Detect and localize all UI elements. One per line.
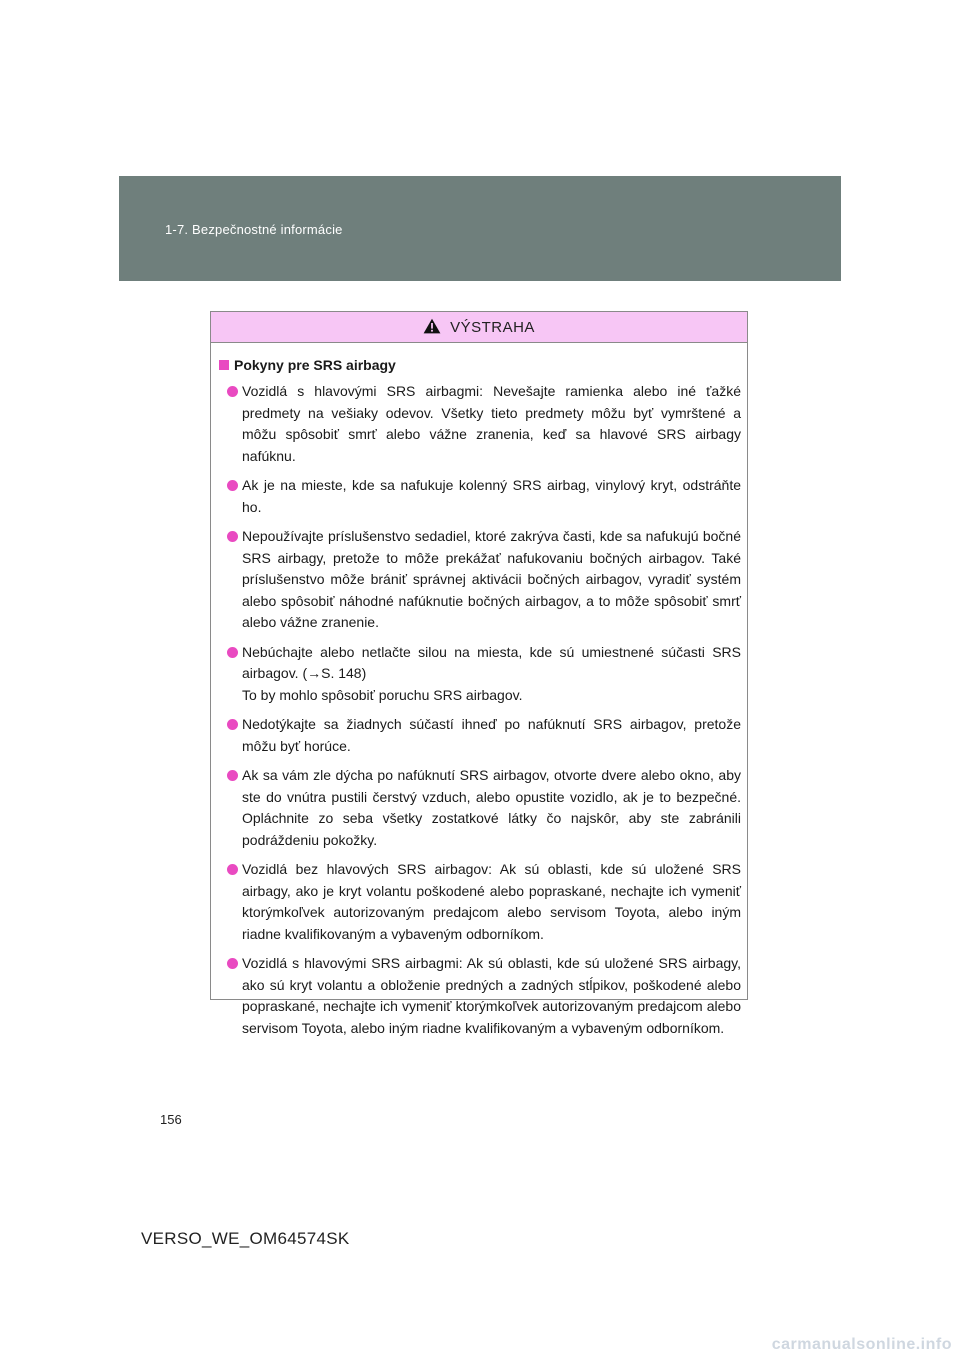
list-item xyxy=(219,381,741,467)
list-item xyxy=(219,714,741,757)
list-item-text: Vozidlá s hlavovými SRS airbagmi: Nevešajte ramienka alebo iné ťažké predmety na vešiaky odevov. Všetky tieto predmety môžu byť vymrštené a môžu spôsobiť smrť alebo vážne zranenia, keď sa hlavové SRS airbagy nafúknu. xyxy=(242,383,741,464)
warning-list xyxy=(219,381,741,1039)
bullet-icon xyxy=(227,386,238,397)
list-item xyxy=(219,475,741,518)
section-title: 1-7. Bezpečnostné informácie xyxy=(165,222,343,237)
bullet-icon xyxy=(227,647,238,658)
bullet-icon xyxy=(227,531,238,542)
bullet-icon xyxy=(227,719,238,730)
document-code: VERSO_WE_OM64574SK xyxy=(141,1229,350,1248)
list-item xyxy=(219,526,741,634)
topic-title: Pokyny pre SRS airbagy xyxy=(234,357,396,373)
list-item xyxy=(219,953,741,1039)
list-item-text: Nepoužívajte príslušenstvo sedadiel, ktoré zakrýva časti, kde sa nafukujú bočné SRS airbagy, pretože to môže prekážať nafukovaniu bočných airbagov. Také príslušenstvo môže brániť správnej aktivácii bočných airbagov, vyradiť systém alebo spôsobiť náhodné nafúknutie bočných airbagov, a to môže spôsobiť smrť alebo vážne zranenie. xyxy=(242,528,741,630)
warning-body xyxy=(211,343,747,1039)
warning-triangle-icon xyxy=(423,318,441,334)
list-item xyxy=(219,859,741,945)
list-item-text: Ak je na mieste, kde sa nafukuje kolenný SRS airbag, vinylový kryt, odstráňte ho. xyxy=(242,477,741,515)
page-number: 156 xyxy=(160,1112,182,1127)
list-item-text: Nedotýkajte sa žiadnych súčastí ihneď po nafúknutí SRS airbagov, pretože môžu byť horúce. xyxy=(242,716,741,754)
list-item-text: Vozidlá bez hlavových SRS airbagov: Ak sú oblasti, kde sú uložené SRS airbagy, ako je kryt volantu poškodené alebo popraskané, nechajte ich vymeniť ktorýmkoľvek autorizovaným predajcom alebo servisom Toyota, alebo iným riadne kvalifikovaným a vybaveným odborníkom. xyxy=(242,861,741,942)
bullet-icon xyxy=(227,864,238,875)
warning-title: VÝSTRAHA xyxy=(450,318,535,336)
list-item xyxy=(219,642,741,707)
bullet-icon xyxy=(227,770,238,781)
warning-box xyxy=(210,311,748,1036)
list-item-text: Ak sa vám zle dýcha po nafúknutí SRS airbagov, otvorte dvere alebo okno, aby ste do vnútra pustili čerstvý vzduch, alebo opustite vozidlo, ak je to bezpečné. Opláchnite zo seba všetky zostatkové látky čo najskôr, aby ste zabránili podráždeniu pokožky. xyxy=(242,767,741,848)
list-item-text: Vozidlá s hlavovými SRS airbagmi: Ak sú oblasti, kde sú uložené SRS airbagy, ako sú kryt volantu a obloženie predných a zadných stĺpikov, poškodené alebo popraskané, nechajte ich vymeniť ktorýmkoľvek autorizovaným predajcom alebo servisom Toyota, alebo iným riadne kvalifikovaným a vybaveným odborníkom. xyxy=(242,955,741,1036)
square-marker-icon xyxy=(219,360,229,370)
bullet-icon xyxy=(227,958,238,969)
list-item-text: Nebúchajte alebo netlačte silou na miesta, kde sú umiestnené súčasti SRS airbagov. (→S. 148) To by mohlo spôsobiť poruchu SRS airbagov. xyxy=(242,643,741,703)
warning-header xyxy=(211,312,747,343)
watermark: carmanualsonline.info xyxy=(771,1336,952,1353)
bullet-icon xyxy=(227,480,238,491)
list-item xyxy=(219,765,741,851)
topic-heading xyxy=(219,356,741,374)
